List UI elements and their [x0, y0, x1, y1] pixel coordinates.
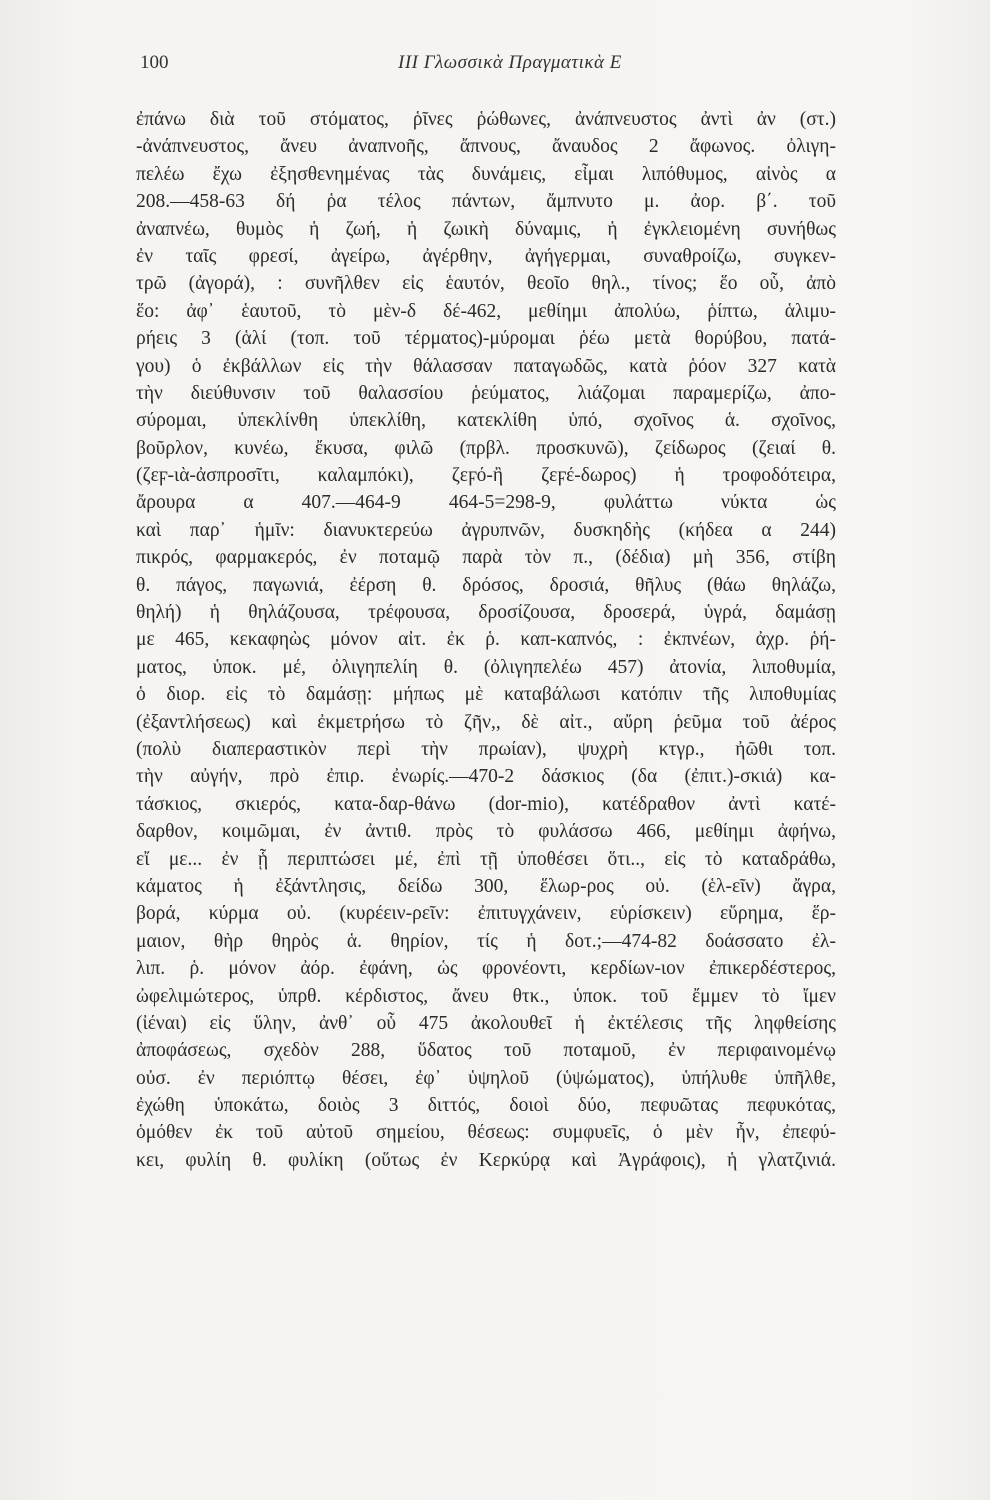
- text-line: τὴν αὐγήν, πρὸ ἐπιρ. ἐνωρίς.—470-2 δάσκιος (δα (ἐπιτ.)-σκιά) κα-: [136, 766, 836, 788]
- text-line: τὴν διεύθυνσιν τοῦ θαλασσίου ῥεύματος, λιάζομαι παραμερίζω, ἀπο-: [136, 382, 836, 404]
- text-line: πικρός, φαρμακερός, ἐν ποταμῷ παρὰ τὸν π., (δέδια) μὴ 356, στίβη: [136, 547, 836, 569]
- commentary-text: [136, 106, 836, 1202]
- text-line: ὠφελιμώτερος, ὑπρθ. κέρδιστος, ἄνευ θτκ., ὑποκ. τοῦ ἔμμεν τὸ ἴμεν: [136, 985, 836, 1007]
- text-line: ἐχώθη ὑποκάτω, δοιὸς 3 διττός, δοιοὶ δύο, πεφυῶτας πεφυκότας,: [136, 1095, 836, 1117]
- text-line: βοῦρλον, κυνέω, ἔκυσα, φιλῶ (πρβλ. προσκυνῶ), ζείδωρος (ζειαί θ.: [136, 437, 836, 459]
- text-line: καὶ παρ᾽ ἡμῖν: διανυκτερεύω ἀγρυπνῶν, δυσκηδὴς (κήδεα α 244): [136, 519, 836, 541]
- text-line: λιπ. ῥ. μόνον ἀόρ. ἐφάνη, ὡς φρονέοντι, κερδίων-ιον ἐπικερδέστερος,: [136, 958, 836, 980]
- page-number: 100: [140, 52, 169, 73]
- text-line: εἴ με... ἐν ᾗ περιπτώσει μέ, ἐπὶ τῇ ὑποθέσει ὅτι.., εἰς τὸ καταδράθω,: [136, 848, 836, 870]
- text-line: κει, φυλίη θ. φυλίκη (οὕτως ἐν Κερκύρᾳ καὶ Ἀγράφοις), ἡ γλατζινιά.: [136, 1149, 836, 1171]
- text-line: [136, 1174, 836, 1201]
- text-line: τάσκιος, σκιερός, κατα-δαρ-θάνω (dor-mio), κατέδραθον ἀντὶ κατέ-: [136, 793, 836, 815]
- text-line: γου) ὁ ἐκβάλλων εἰς τὴν θάλασσαν παταγωδῶς, κατὰ ῥόον 327 κατὰ: [136, 355, 836, 377]
- text-line: (ζεϝ-ιὰ-ἀσπροσῖτι, καλαμπόκι), ζεϝό-ἢ ζεϝέ-δωρος) ἡ τροφοδότειρα,: [136, 465, 836, 487]
- page-header: [140, 52, 710, 82]
- text-line: ἐπάνω διὰ τοῦ στόματος, ῥῖνες ῥώθωνες, ἀνάπνευστος ἀντὶ ἀν (στ.): [136, 109, 836, 130]
- running-title: ΙΙΙ Γλωσσικὰ Πραγματικὰ Ε: [398, 52, 622, 73]
- text-line: 208.—458-63 δή ῥα τέλος πάντων, ἄμπνυτο μ. ἀορ. β΄. τοῦ: [136, 191, 836, 213]
- text-line: βορά, κύρμα οὐ. (κυρέειν-ρεῖν: ἐπιτυγχάνειν, εὑρίσκειν) εὕρημα, ἕρ-: [136, 903, 836, 925]
- text-line: μαιον, θὴρ θηρὸς ἁ. θηρίον, τίς ἡ δοτ.;—474-82 δοάσσατο ἐλ-: [136, 930, 836, 952]
- text-line: θ. πάγος, παγωνιά, ἐέρση θ. δρόσος, δροσιά, θῆλυς (θάω θηλάζω,: [136, 574, 836, 596]
- text-line: (ἐξαντλήσεως) καὶ ἐκμετρήσω τὸ ζῆν,, δὲ αἰτ., αὔρη ῥεῦμα τοῦ ἀέρος: [136, 711, 836, 733]
- text-line: δαρθον, κοιμῶμαι, ἐν ἀντιθ. πρὸς τὸ φυλάσσω 466, μεθίημι ἀφήνω,: [136, 821, 836, 843]
- text-line: κάματος ἡ ἐξάντλησις, δείδω 300, ἕλωρ-ρος οὐ. (ἑλ-εῖν) ἄγρα,: [136, 875, 836, 897]
- text-line: σύρομαι, ὑπεκλίνθη ὑπεκλίθη, κατεκλίθη ὑπό, σχοῖνος ἁ. σχοῖνος,: [136, 410, 836, 432]
- text-line: ὁμόθεν ἐκ τοῦ αὐτοῦ σημείου, θέσεως: συμφυεῖς, ὁ μὲν ἦν, ἐπεφύ-: [136, 1122, 836, 1144]
- text-line: με 465, κεκαφηὼς μόνον αἰτ. ἐκ ῥ. καπ-καπνός, : ἐκπνέων, ἀχρ. ῥή-: [136, 629, 836, 651]
- text-line: πελέω ἔχω ἐξησθενημένας τὰς δυνάμεις, εἶμαι λιπόθυμος, αἰνὸς α: [136, 163, 836, 185]
- text-line: ἄρουρα α 407.—464-9 464-5=298-9, φυλάττω νύκτα ὡς: [136, 492, 836, 514]
- text-line: θηλή) ἡ θηλάζουσα, τρέφουσα, δροσίζουσα, δροσερά, ὑγρά, δαμάσῃ: [136, 602, 836, 624]
- text-line: τρῶ (ἀγορά), : συνῆλθεν εἰς ἑαυτόν, θεοῖο θηλ., τίνος; ἕο οὗ, ἀπὸ: [136, 273, 836, 295]
- text-line: (ἰέναι) εἰς ὕλην, ἀνθ᾽ οὗ 475 ἀκολουθεῖ ἡ ἐκτέλεσις τῆς ληφθείσης: [136, 1012, 836, 1034]
- text-line: οὐσ. ἐν περιόπτῳ θέσει, ἐφ᾽ ὑψηλοῦ (ὑψώματος), ὑπήλυθε ὑπῆλθε,: [136, 1067, 836, 1089]
- text-line: ματος, ὑποκ. μέ, ὀλιγηπελίη θ. (ὀλιγηπελέω 457) ἀτονία, λιποθυμία,: [136, 656, 836, 678]
- text-line: ἕο: ἀφ᾽ ἑαυτοῦ, τὸ μὲν-δ δέ-462, μεθίημι ἀπολύω, ῥίπτω, ἁλιμυ-: [136, 300, 836, 322]
- text-line: ἀναπνέω, θυμὸς ἡ ζωή, ἡ ζωικὴ δύναμις, ἡ ἐγκλειομένη συνήθως: [136, 218, 836, 240]
- text-line: -ἀνάπνευστος, ἄνευ ἀναπνοῆς, ἄπνους, ἄναυδος 2 ἄφωνος. ὀλιγη-: [136, 136, 836, 158]
- text-line: (πολὺ διαπεραστικὸν περὶ τὴν πρωίαν), ψυχρὴ κτγρ., ἠῶθι τοπ.: [136, 738, 836, 760]
- text-line: ἀποφάσεως, σχεδὸν 288, ὕδατος τοῦ ποταμοῦ, ἐν περιφαινομένῳ: [136, 1040, 836, 1062]
- text-line: ἐν ταῖς φρεσί, ἀγείρω, ἀγέρθην, ἀγήγερμαι, συναθροίζω, συγκεν-: [136, 245, 836, 267]
- text-line: ρήεις 3 (ἁλί (τοπ. τοῦ τέρματος)-μύρομαι ῥέω μετὰ θορύβου, πατά-: [136, 328, 836, 350]
- text-line: ὁ διορ. εἰς τὸ δαμάσῃ: μήπως μὲ καταβάλωσι κατόπιν τῆς λιποθυμίας: [136, 684, 836, 706]
